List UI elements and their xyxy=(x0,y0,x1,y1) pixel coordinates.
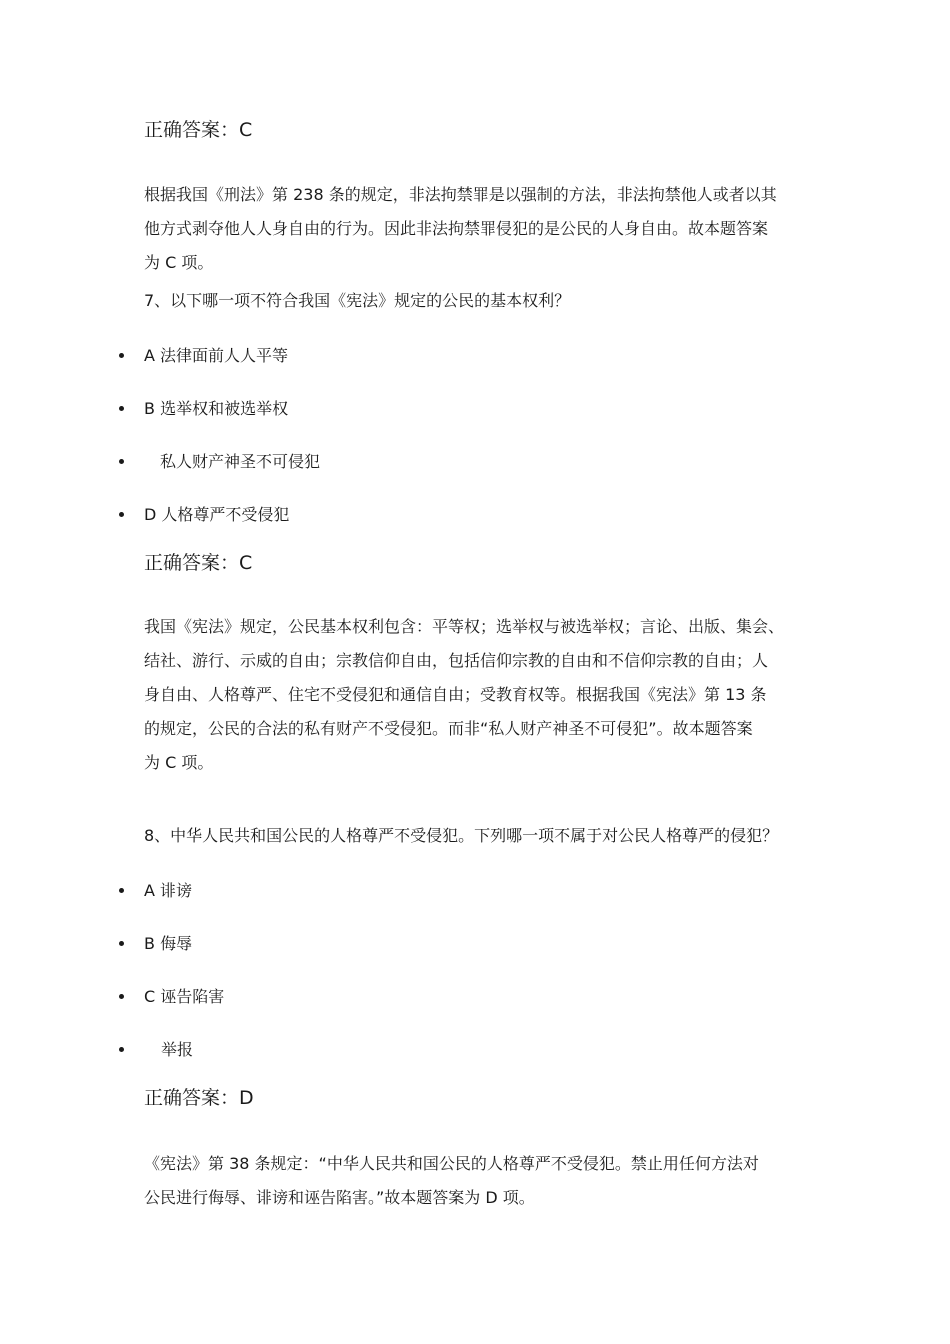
explanation-8-line-1: 《宪法》第 38 条规定：“中华人民共和国公民的人格尊严不受侵犯。禁止用任何方法对 xyxy=(144,1154,759,1173)
bullet-icon xyxy=(119,406,124,411)
explanation-7-line-5: 为 C 项。 xyxy=(144,753,214,772)
explanation-7-line-3: 身自由、人格尊严、住宅不受侵犯和通信自由；受教育权等。根据我国《宪法》第 13 条 xyxy=(144,685,767,704)
answer-8: 正确答案：D xyxy=(144,1087,254,1109)
q7-option-d: D 人格尊严不受侵犯 xyxy=(144,505,290,524)
answer-6: 正确答案：C xyxy=(144,119,253,141)
explanation-8 xyxy=(144,1147,759,1215)
explanation-6-line-1: 根据我国《刑法》第 238 条的规定，非法拘禁罪是以强制的方法，非法拘禁他人或者以其 xyxy=(144,185,777,204)
explanation-6-line-2: 他方式剥夺他人人身自由的行为。因此非法拘禁罪侵犯的是公民的人身自由。故本题答案 xyxy=(144,219,769,238)
bullet-icon xyxy=(119,459,124,464)
bullet-icon xyxy=(119,994,124,999)
explanation-7 xyxy=(144,610,784,780)
q8-option-b: B 侮辱 xyxy=(144,934,193,953)
explanation-6 xyxy=(144,178,777,280)
bullet-icon xyxy=(119,512,124,517)
bullet-icon xyxy=(119,888,124,893)
explanation-7-line-2: 结社、游行、示威的自由；宗教信仰自由，包括信仰宗教的自由和不信仰宗教的自由；人 xyxy=(144,651,769,670)
q8-option-c: C 诬告陷害 xyxy=(144,987,225,1006)
bullet-icon xyxy=(119,353,124,358)
explanation-6-line-3: 为 C 项。 xyxy=(144,253,214,272)
explanation-8-line-2: 公民进行侮辱、诽谤和诬告陷害。”故本题答案为 D 项。 xyxy=(144,1188,535,1207)
explanation-7-line-4: 的规定，公民的合法的私有财产不受侵犯。而非“私人财产神圣不可侵犯”。故本题答案 xyxy=(144,719,753,738)
bullet-icon xyxy=(119,941,124,946)
question-7: 7、以下哪一项不符合我国《宪法》规定的公民的基本权利？ xyxy=(144,291,571,310)
question-8: 8、中华人民共和国公民的人格尊严不受侵犯。下列哪一项不属于对公民人格尊严的侵犯？ xyxy=(144,826,779,845)
answer-7: 正确答案：C xyxy=(144,552,253,574)
bullet-icon xyxy=(119,1047,124,1052)
q7-option-c: 私人财产神圣不可侵犯 xyxy=(160,452,321,471)
q8-option-d: 举报 xyxy=(161,1040,194,1059)
q7-option-a: A 法律面前人人平等 xyxy=(144,346,289,365)
q7-option-b: B 选举权和被选举权 xyxy=(144,399,289,418)
explanation-7-line-1: 我国《宪法》规定，公民基本权利包含：平等权；选举权与被选举权；言论、出版、集会、 xyxy=(144,617,785,636)
q8-option-a: A 诽谤 xyxy=(144,881,193,900)
